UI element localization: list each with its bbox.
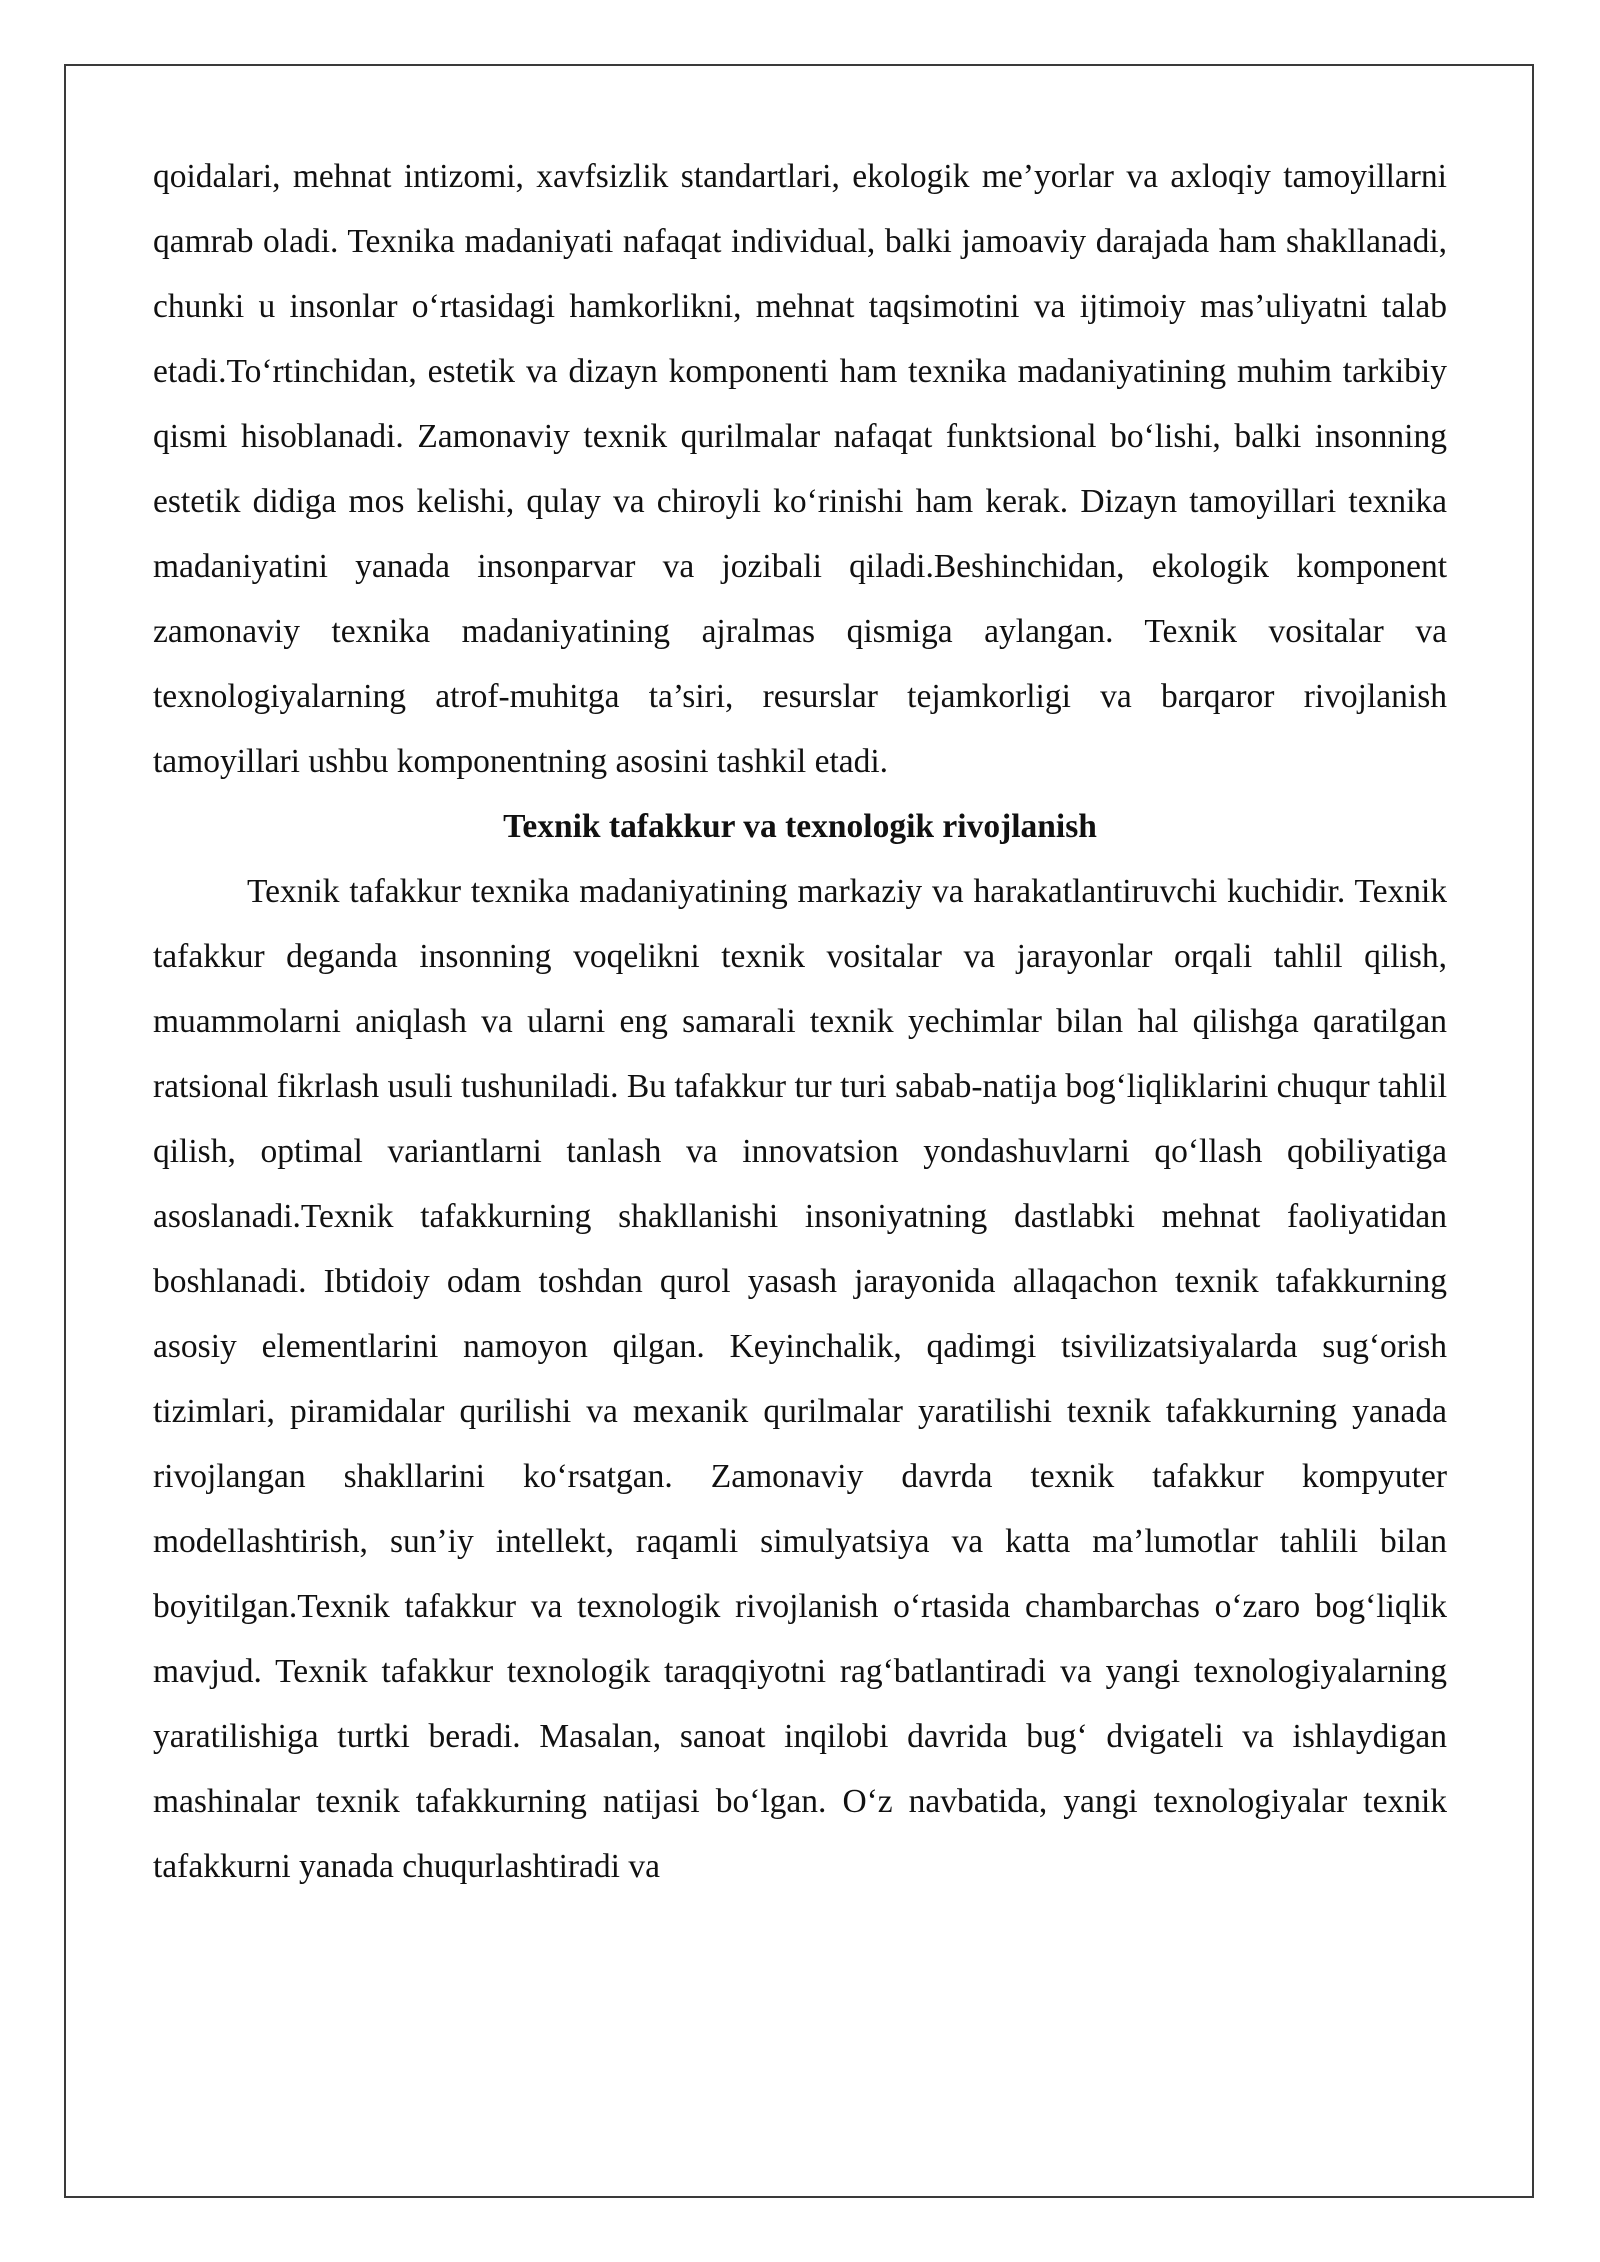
body-paragraph: qoidalari, mehnat intizomi, xavfsizlik standartlari, ekologik me’yorlar va axloqiy tamoyillarni qamrab oladi. Texnika madaniyati nafaqat individual, balki jamoaviy darajada ham shakllanadi, chunki u insonlar o‘rtasidagi hamkorlikni, mehnat taqsimotini va ijtimoiy mas’uliyatni talab etadi.To‘rtinchidan, estetik va dizayn komponenti ham texnika madaniyatining muhim tarkibiy qismi hisoblanadi. Zamonaviy texnik qurilmalar nafaqat funktsional bo‘lishi, balki insonning estetik didiga mos kelishi, qulay va chiroyli ko‘rinishi ham kerak. Dizayn tamoyillari texnika madaniyatini yanada insonparvar va jozibali qiladi.Beshinchidan, ekologik komponent zamonaviy texnika madaniyatining ajralmas qismiga aylangan. Texnik vositalar va texnologiyalarning atrof-muhitga ta’siri, resurslar tejamkorligi va barqaror rivojlanish tamoyillari ushbu komponentning asosini tashkil etadi.	[153, 158, 1447, 780]
section-heading: Texnik tafakkur va texnologik rivojlanish	[503, 808, 1097, 845]
document-body	[153, 144, 1447, 1899]
body-paragraph: Texnik tafakkur texnika madaniyatining markaziy va harakatlantiruvchi kuchidir. Texnik tafakkur deganda insonning voqelikni texnik vositalar va jarayonlar orqali tahlil qilish, muammolarni aniqlash va ularni eng samarali texnik yechimlar bilan hal qilishga qaratilgan ratsional fikrlash usuli tushuniladi. Bu tafakkur tur turi sabab-natija bog‘liqliklarini chuqur tahlil qilish, optimal variantlarni tanlash va innovatsion yondashuvlarni qo‘llash qobiliyatiga asoslanadi.Texnik tafakkurning shakllanishi insoniyatning dastlabki mehnat faoliyatidan boshlanadi. Ibtidoiy odam toshdan qurol yasash jarayonida allaqachon texnik tafakkurning asosiy elementlarini namoyon qilgan. Keyinchalik, qadimgi tsivilizatsiyalarda sug‘orish tizimlari, piramidalar qurilishi va mexanik qurilmalar yaratilishi texnik tafakkurning yanada rivojlangan shakllarini ko‘rsatgan. Zamonaviy davrda texnik tafakkur kompyuter modellashtirish, sun’iy intellekt, raqamli simulyatsiya va katta ma’lumotlar tahlili bilan boyitilgan.Texnik tafakkur va texnologik rivojlanish o‘rtasida chambarchas o‘zaro bog‘liqlik mavjud. Texnik tafakkur texnologik taraqqiyotni rag‘batlantiradi va yangi texnologiyalarning yaratilishiga turtki beradi. Masalan, sanoat inqilobi davrida bug‘ dvigateli va ishlaydigan mashinalar texnik tafakkurning natijasi bo‘lgan. O‘z navbatida, yangi texnologiyalar texnik tafakkurni yanada chuqurlashtiradi va	[153, 873, 1447, 1885]
